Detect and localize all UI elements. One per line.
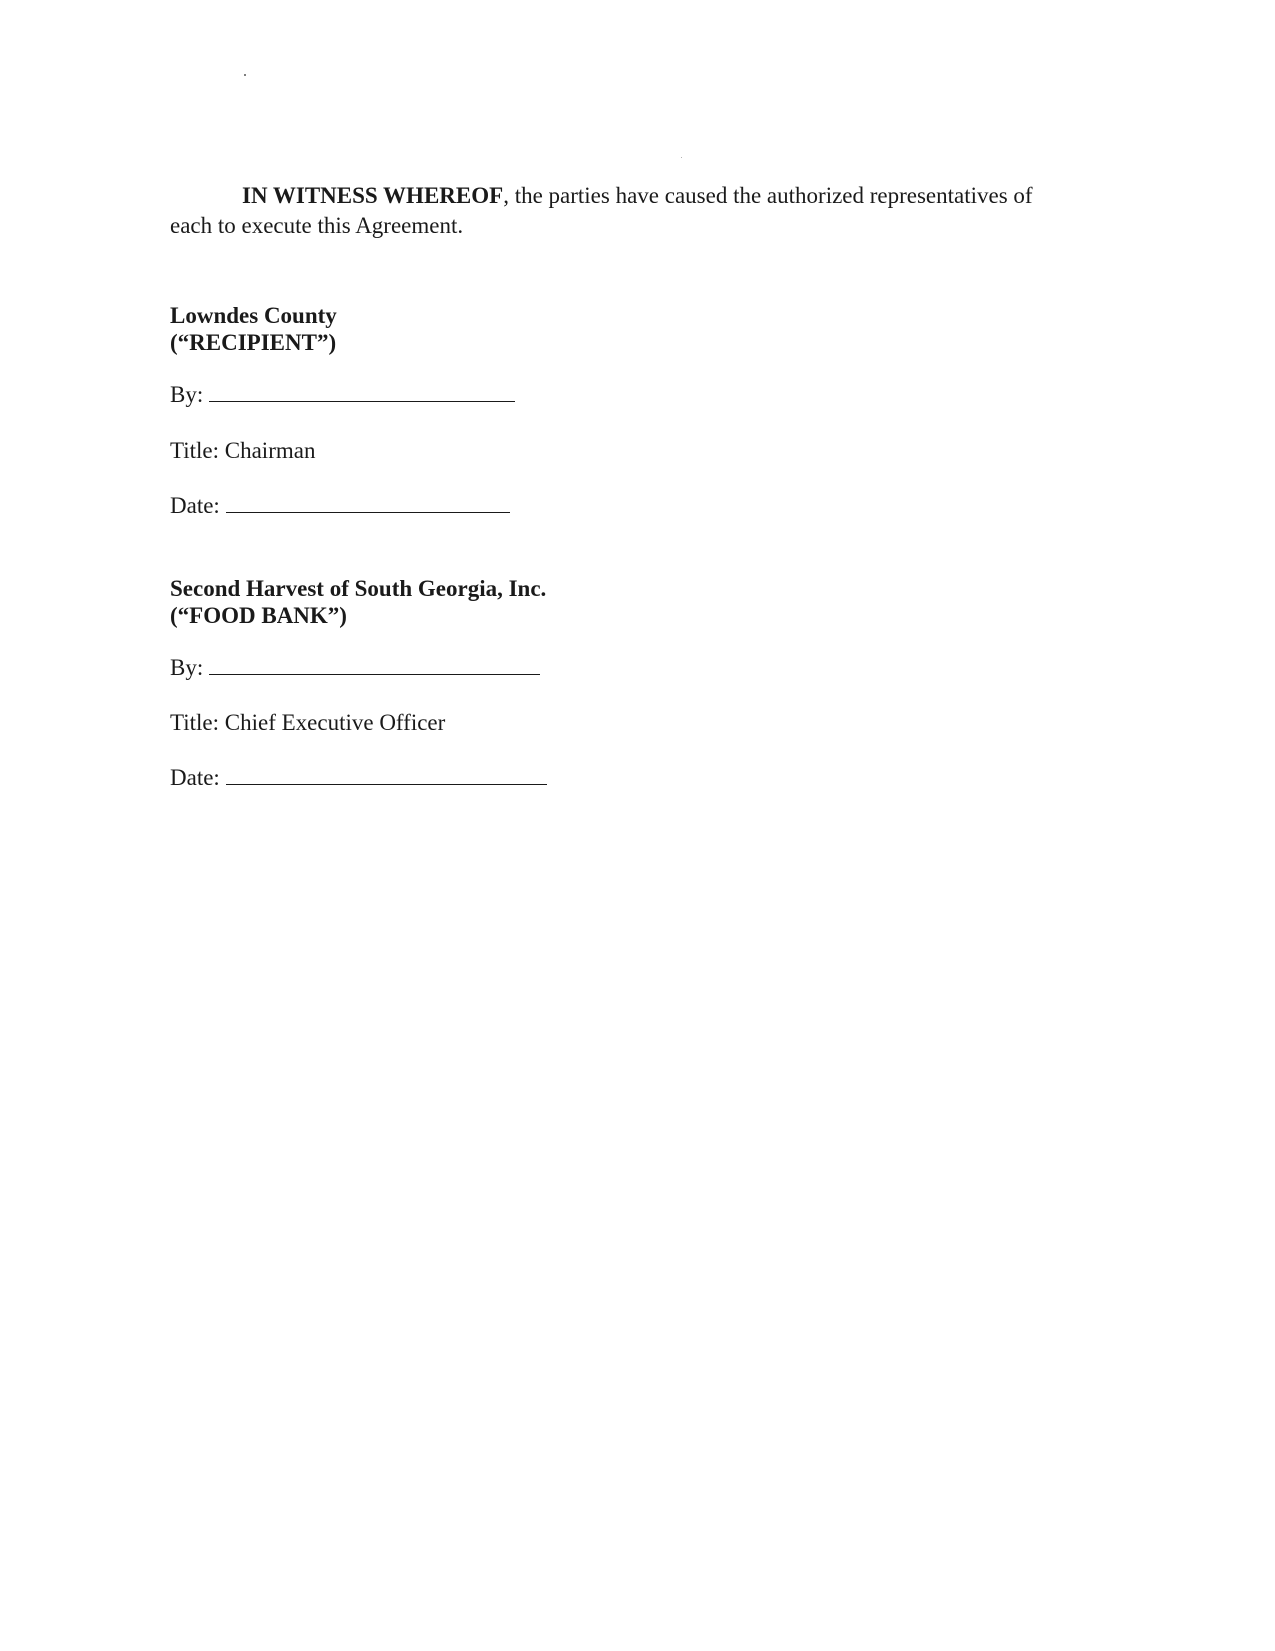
party-role: (“FOOD BANK”) — [170, 603, 347, 628]
date-label: Date: — [170, 493, 220, 518]
date-line — [170, 492, 510, 520]
by-label: By: — [170, 382, 204, 407]
by-label: By: — [170, 655, 204, 680]
signature-field[interactable] — [209, 381, 515, 402]
date-field[interactable] — [226, 492, 510, 513]
party-role: (“RECIPIENT”) — [170, 330, 337, 355]
scan-speck — [244, 74, 246, 76]
witness-text: , the parties have caused the authorized representatives of each to execute this Agreement. — [170, 183, 1033, 238]
date-field[interactable] — [226, 764, 547, 785]
by-line — [170, 381, 515, 409]
date-label: Date: — [170, 765, 220, 790]
signature-field[interactable] — [209, 654, 540, 675]
party-name: Second Harvest of South Georgia, Inc. — [170, 576, 547, 601]
scan-speck — [681, 157, 682, 158]
witness-lead: IN WITNESS WHEREOF — [242, 183, 504, 208]
title-line: Title: Chairman — [170, 438, 316, 463]
party-name: Lowndes County — [170, 303, 337, 328]
by-line — [170, 654, 540, 682]
witness-clause — [170, 181, 1070, 241]
date-line — [170, 764, 547, 792]
title-line: Title: Chief Executive Officer — [170, 710, 446, 735]
